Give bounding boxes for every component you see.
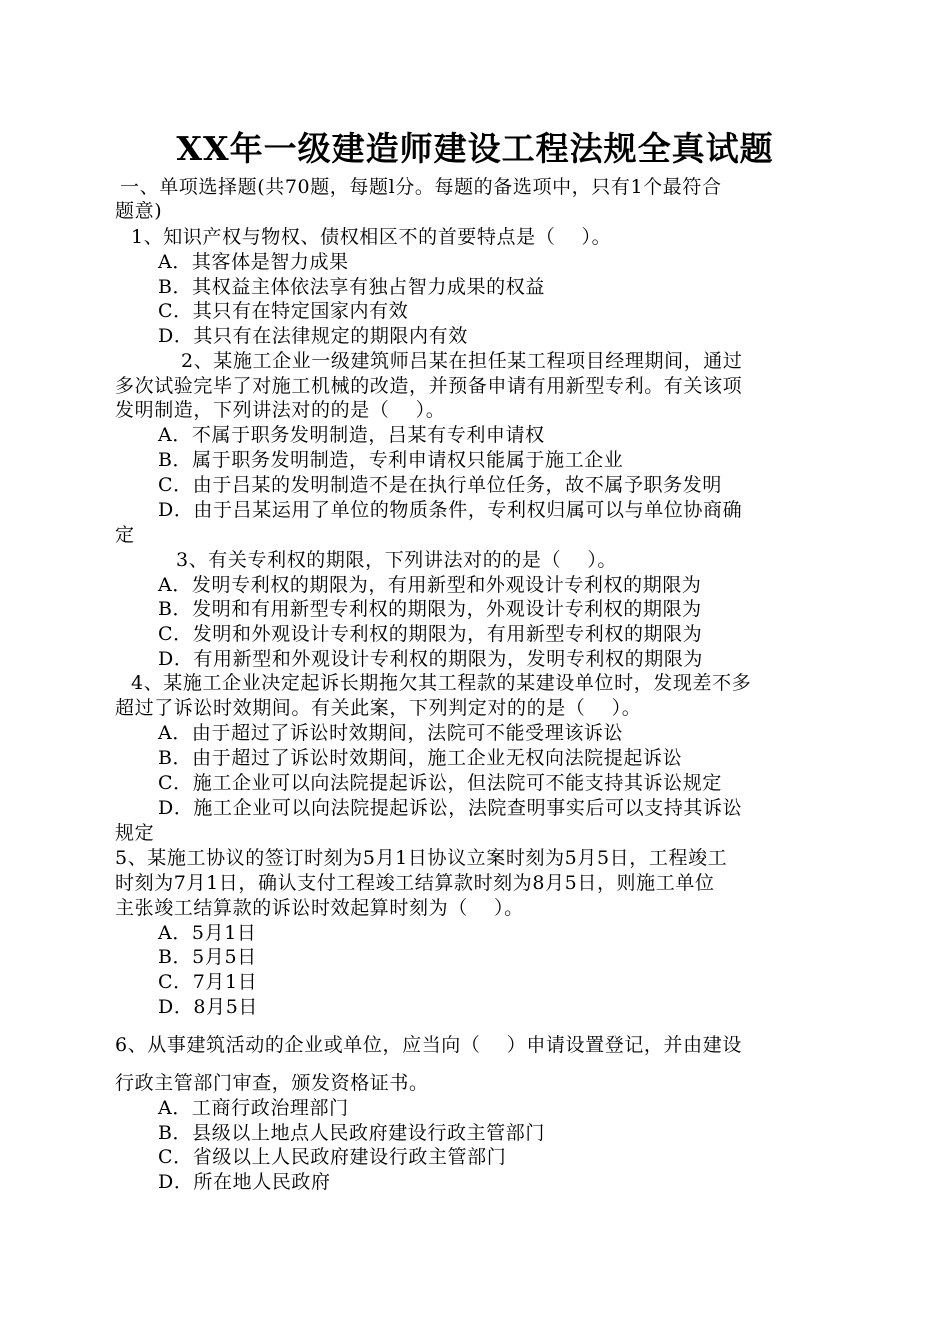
question-5-stem-line-1: 5、某施工协议的签订时刻为5月1日协议立案时刻为5月5日，工程竣工: [115, 847, 728, 869]
question-4-stem-line-2: 超过了诉讼时效期间。有关此案，下列判定对的的是（ ）。: [115, 697, 642, 719]
question-6-option-b: B．县级以上地点人民政府建设行政主管部门: [158, 1122, 545, 1144]
question-2-option-d-line-1: D．由于吕某运用了单位的物质条件，专利权归属可以与单位协商确: [158, 499, 743, 521]
question-1-stem: 1、知识产权与物权、债权相区不的首要特点是（ ）。: [131, 226, 612, 248]
question-3-option-b: B．发明和有用新型专利权的期限为，外观设计专利权的期限为: [158, 598, 702, 620]
question-1-option-d: D．其只有在法律规定的期限内有效: [158, 325, 468, 347]
question-3-stem: 3、有关专利权的期限，下列讲法对的的是（ ）。: [176, 549, 618, 571]
question-6-option-c: C．省级以上人民政府建设行政主管部门: [158, 1146, 507, 1168]
question-2-option-a: A．不属于职务发明制造，吕某有专利申请权: [158, 424, 545, 446]
question-5-stem-line-2: 时刻为7月1日，确认支付工程竣工结算款时刻为8月5日，则施工单位: [115, 872, 715, 894]
question-5-option-c: C．7月1日: [158, 971, 258, 993]
question-3-option-a: A．发明专利权的期限为，有用新型和外观设计专利权的期限为: [158, 574, 702, 596]
question-1-option-a: A．其客体是智力成果: [158, 251, 349, 273]
document-title: XX年一级建造师建设工程法规全真试题: [176, 129, 774, 168]
question-4-option-b: B．由于超过了诉讼时效期间，施工企业无权向法院提起诉讼: [158, 747, 683, 769]
question-4-option-d-line-2: 规定: [115, 822, 155, 844]
section-heading-line-1: 一、单项选择题(共70题，每题l分。每题的备选项中，只有1个最符合: [120, 176, 722, 198]
question-6-option-d: D．所在地人民政府: [158, 1171, 331, 1193]
question-6-stem-line-1: 6、从事建筑活动的企业或单位，应当向（ ）申请设置登记，并由建设: [115, 1034, 742, 1056]
question-5-option-b: B．5月5日: [158, 946, 257, 968]
question-5-option-d: D．8月5日: [158, 996, 259, 1018]
question-3-option-c: C．发明和外观设计专利权的期限为，有用新型专利权的期限为: [158, 623, 703, 645]
question-2-option-c: C．由于吕某的发明制造不是在执行单位任务，故不属予职务发明: [158, 474, 722, 496]
question-2-option-d-line-2: 定: [115, 524, 135, 546]
question-3-option-d: D．有用新型和外观设计专利权的期限为，发明专利权的期限为: [158, 648, 704, 670]
question-2-stem-line-2: 多次试验完毕了对施工机械的改造，并预备申请有用新型专利。有关该项: [115, 375, 743, 397]
question-6-option-a: A．工商行政治理部门: [158, 1097, 349, 1119]
question-1-option-c: C．其只有在特定国家内有效: [158, 300, 409, 322]
question-2-stem-line-1: 2、某施工企业一级建筑师吕某在担任某工程项目经理期间，通过: [181, 350, 743, 372]
question-1-option-b: B．其权益主体依法享有独占智力成果的权益: [158, 276, 545, 298]
question-4-stem-line-1: 4、某施工企业决定起诉长期拖欠其工程款的某建设单位时，发现差不多: [131, 672, 752, 694]
question-5-stem-line-3: 主张竣工结算款的诉讼时效起算时刻为（ ）。: [115, 897, 524, 919]
section-heading-line-2: 题意): [115, 200, 163, 222]
question-6-stem-line-2: 行政主管部门审查，颁发资格证书。: [115, 1072, 429, 1094]
question-4-option-a: A．由于超过了诉讼时效期间，法院可不能受理该诉讼: [158, 722, 624, 744]
question-2-option-b: B．属于职务发明制造，专利申请权只能属于施工企业: [158, 449, 624, 471]
question-4-option-d-line-1: D．施工企业可以向法院提起诉讼，法院查明事实后可以支持其诉讼: [158, 797, 743, 819]
question-5-option-a: A．5月1日: [158, 922, 257, 944]
question-2-stem-line-3: 发明制造，下列讲法对的的是（ ）。: [115, 399, 446, 421]
question-4-option-c: C．施工企业可以向法院提起诉讼，但法院可不能支持其诉讼规定: [158, 772, 722, 794]
